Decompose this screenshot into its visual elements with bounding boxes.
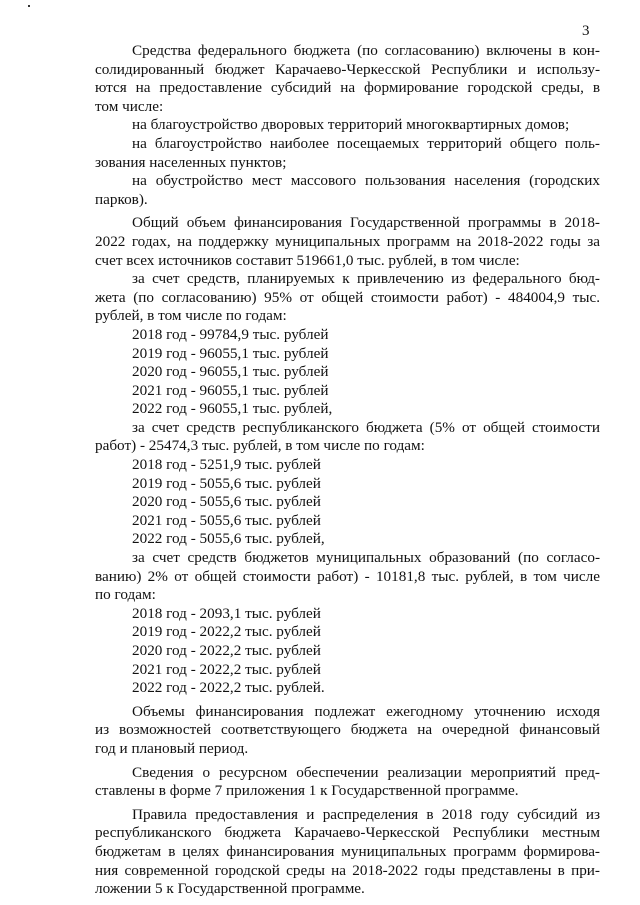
text-line: бюджетам в целях финансирования муниципальных программ формирова- — [95, 842, 600, 860]
text-line: республиканского бюджета Карачаево-Черкесской Республики местным — [95, 824, 600, 842]
text-line: 2018 год - 5251,9 тыс. рублей — [132, 456, 321, 474]
text-line: 2019 год - 5055,6 тыс. рублей — [132, 474, 321, 492]
text-line: 2020 год - 5055,6 тыс. рублей — [132, 493, 321, 511]
text-line: том числе: — [95, 97, 164, 115]
text-line: зования населенных пунктов; — [95, 153, 287, 171]
text-line: 2019 год - 96055,1 тыс. рублей — [132, 344, 329, 362]
text-line: 2019 год - 2022,2 тыс. рублей — [132, 623, 321, 641]
text-line: жета (по согласованию) 95% от общей стоимости работ) - 484004,9 тыс. — [95, 288, 600, 306]
text-line: за счет средств, планируемых к привлечению из федерального бюд- — [132, 270, 600, 288]
text-line: 2018 год - 99784,9 тыс. рублей — [132, 325, 329, 343]
text-line: Общий объем финансирования Государственной программы в 2018- — [132, 214, 600, 232]
text-line: 2018 год - 2093,1 тыс. рублей — [132, 604, 321, 622]
text-line: за счет средств бюджетов муниципальных образований (по согласо- — [132, 549, 600, 567]
text-line: 2020 год - 2022,2 тыс. рублей — [132, 642, 321, 659]
text-line: по годам: — [95, 586, 156, 604]
text-line: ложении 5 к Государственной программе. — [95, 880, 365, 898]
scan-speck — [28, 5, 30, 7]
text-line: 2021 год - 2022,2 тыс. рублей — [132, 660, 321, 678]
text-line: парков). — [95, 190, 148, 208]
text-line: рублей, в том числе по годам: — [95, 307, 287, 325]
text-line: Средства федерального бюджета (по согласованию) включены в кон- — [132, 42, 600, 59]
text-line: 2020 год - 96055,1 тыс. рублей — [132, 363, 329, 381]
text-line: на благоустройство дворовых территорий многоквартирных домов; — [132, 116, 570, 134]
document-body — [95, 42, 600, 899]
text-line: ванию) 2% от общей стоимости работ) - 10181,8 тыс. рублей, в том числе — [95, 567, 600, 585]
text-line: Правила предоставления и распределения в 2018 году субсидий из — [132, 805, 600, 823]
text-line: год и плановый период. — [95, 739, 249, 757]
text-line: на обустройство мест массового пользования населения (городских — [132, 172, 600, 190]
text-line: 2022 год - 96055,1 тыс. рублей, — [132, 400, 333, 418]
text-line: из возможностей соответствующего бюджета на очередной финансовый — [95, 721, 600, 739]
text-line: ния современной городской среды на 2018-2022 годы представлены в при- — [95, 861, 600, 879]
text-line: ются на предоставление субсидий на формирование городской среды, в — [95, 79, 600, 97]
text-line: на благоустройство наиболее посещаемых территорий общего поль- — [132, 134, 600, 152]
text-line: 2021 год - 5055,6 тыс. рублей — [132, 511, 321, 529]
text-line: солидированный бюджет Карачаево-Черкесской Республики и использу- — [95, 60, 600, 78]
text-line: ставлены в форме 7 приложения 1 к Государственной программе. — [95, 782, 519, 800]
page-number: 3 — [582, 23, 590, 39]
text-line: 2022 год - 2022,2 тыс. рублей. — [132, 679, 325, 697]
text-line: 2021 год - 96055,1 тыс. рублей — [132, 381, 329, 399]
text-line: 2022 годах, на поддержку муниципальных программ на 2018-2022 годы за — [95, 232, 600, 250]
text-line: работ) - 25474,3 тыс. рублей, в том числе по годам: — [95, 437, 425, 455]
text-line: счет всех источников составит 519661,0 тыс. рублей, в том числе: — [95, 251, 520, 269]
text-line: 2022 год - 5055,6 тыс. рублей, — [132, 530, 325, 548]
text-line: Объемы финансирования подлежат ежегодному уточнению исходя — [132, 702, 600, 720]
text-line: Сведения о ресурсном обеспечении реализации мероприятий пред- — [132, 763, 600, 781]
text-line: за счет средств республиканского бюджета (5% от общей стоимости — [132, 418, 600, 436]
